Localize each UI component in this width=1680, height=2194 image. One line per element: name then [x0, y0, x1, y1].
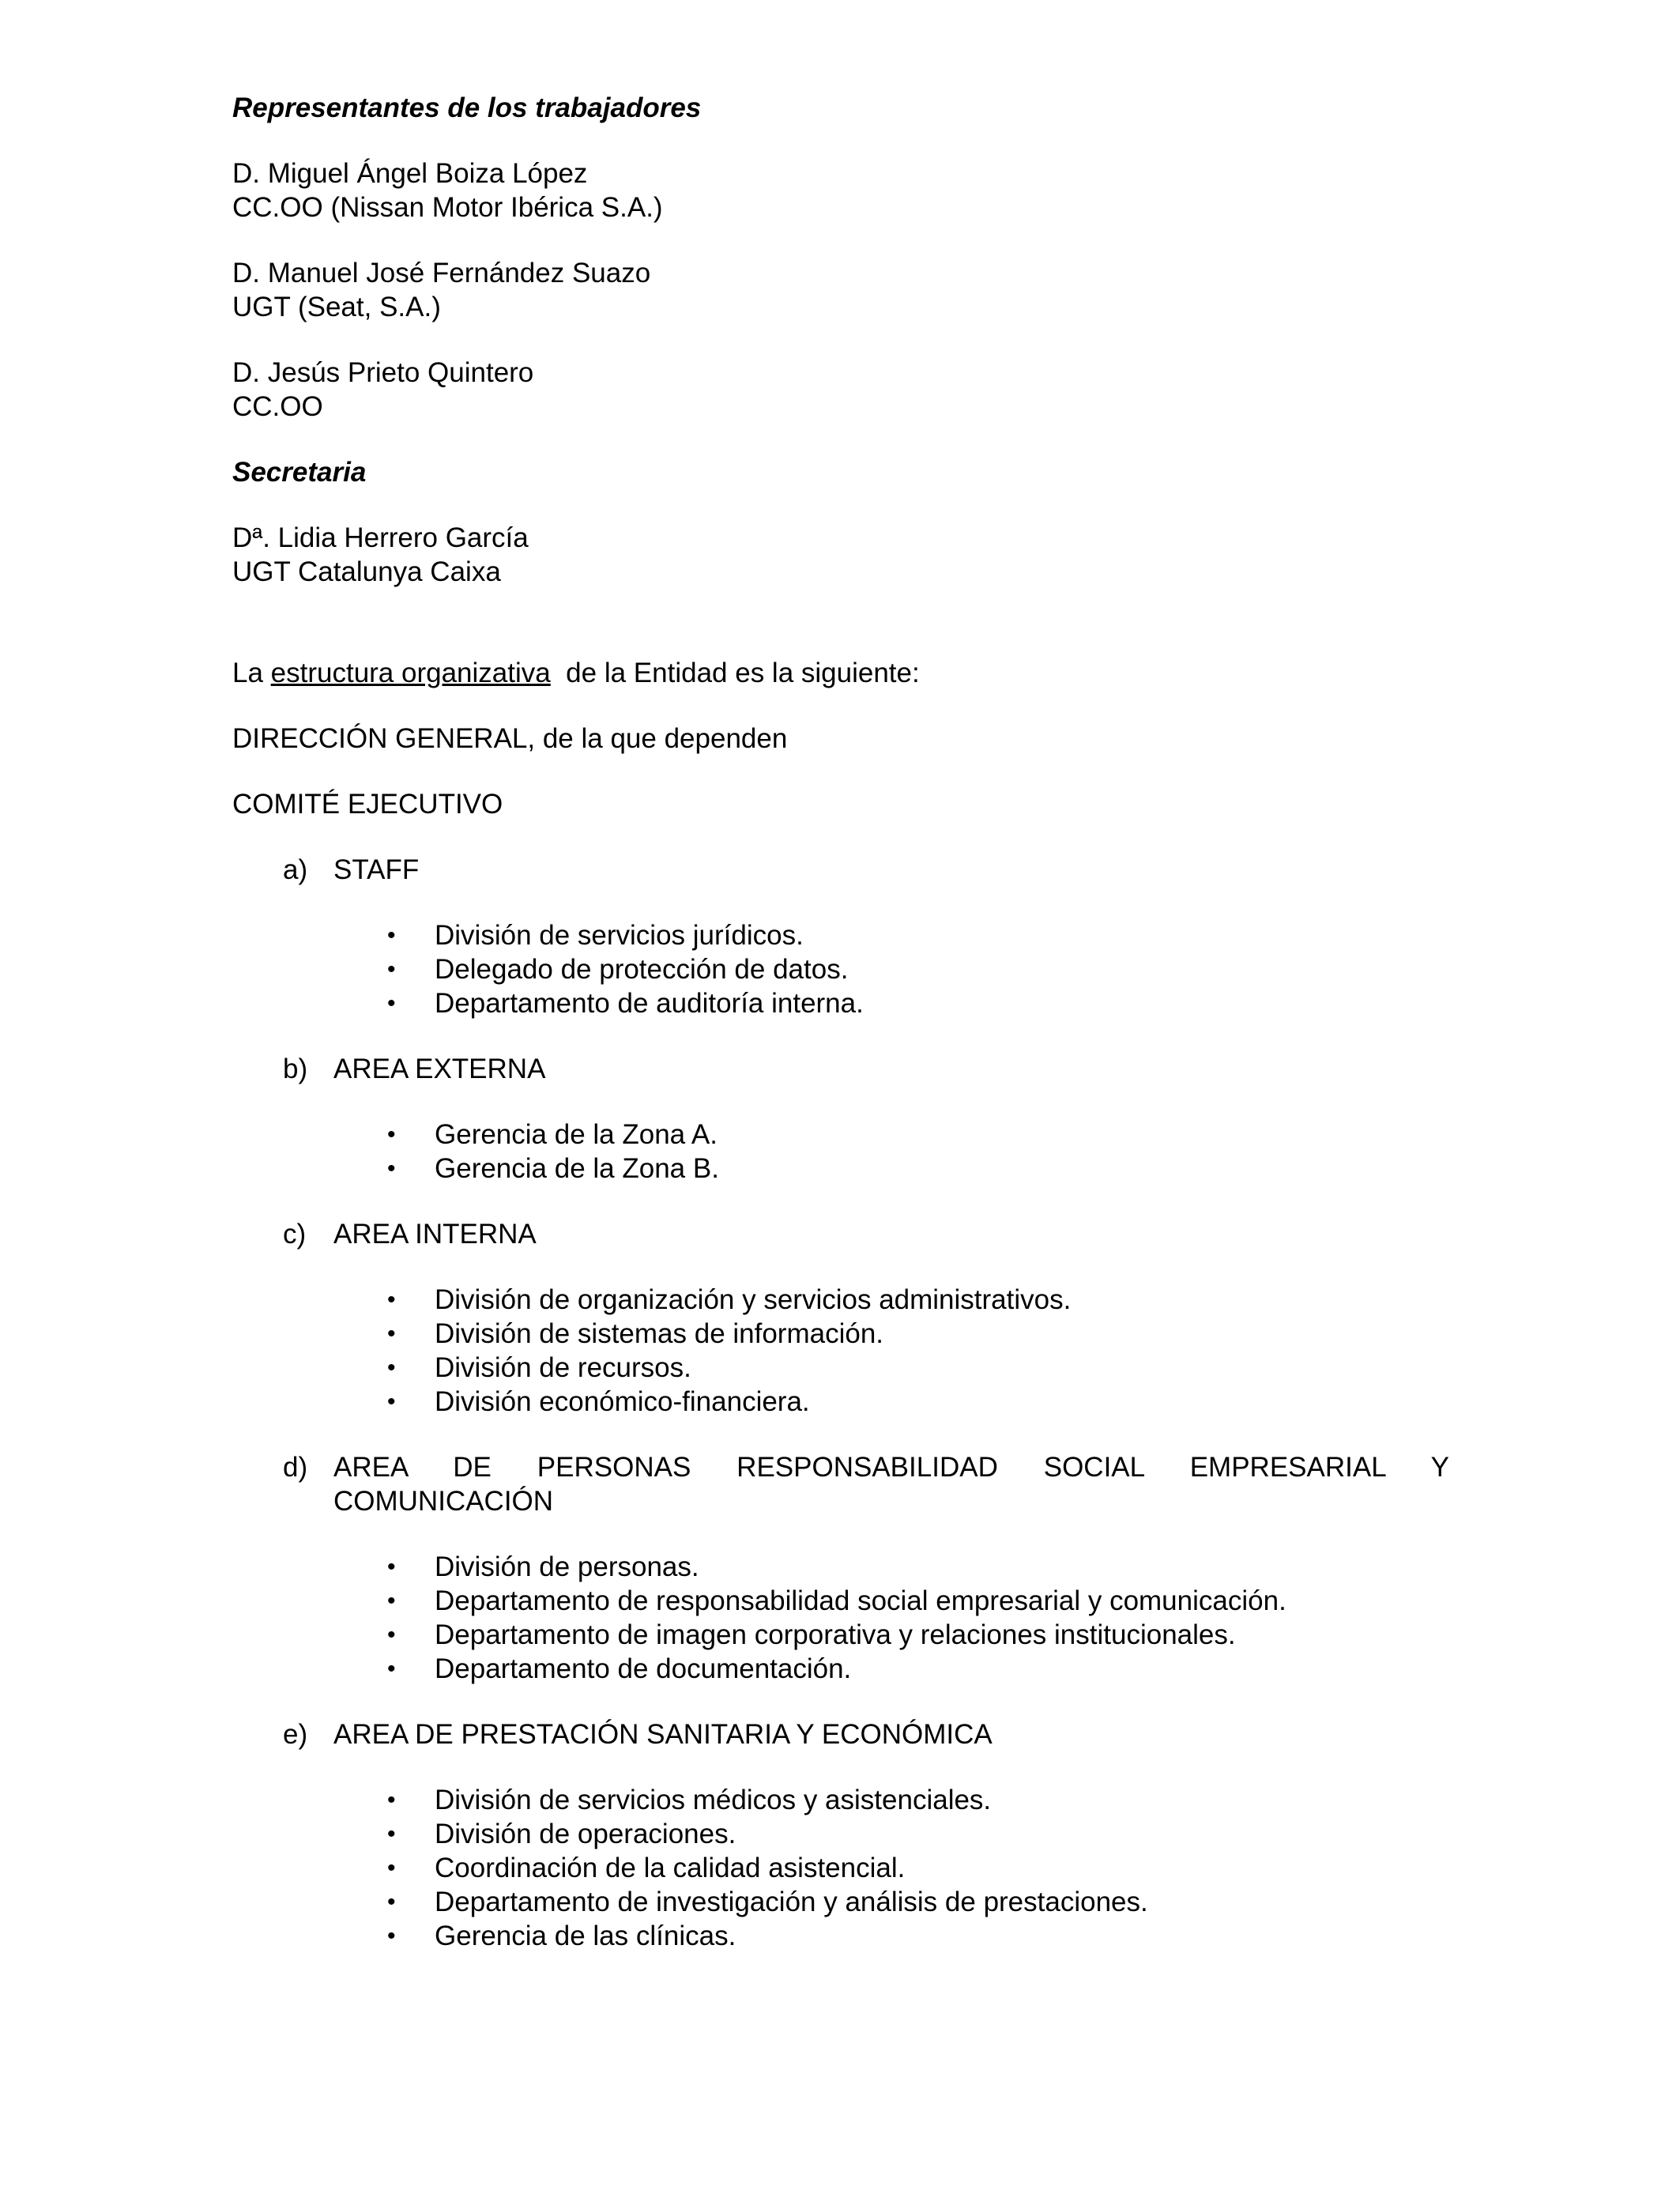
bullet-icon: •	[387, 1287, 396, 1313]
bullet-icon: •	[387, 1122, 396, 1148]
list-item	[232, 918, 1449, 952]
bullet-icon: •	[387, 1355, 396, 1381]
secretary-name: Dª. Lidia Herrero García	[232, 522, 529, 553]
bullet-icon: •	[387, 990, 396, 1016]
worker-rep-name: D. Manuel José Fernández Suazo	[232, 258, 651, 288]
bullet-icon: •	[387, 1321, 396, 1347]
list-item-text: División de personas.	[435, 1551, 699, 1582]
list-item	[232, 1317, 1449, 1351]
list-item	[232, 1817, 1449, 1851]
secretary-heading: Secretaria	[232, 457, 367, 488]
area-item	[232, 1450, 1449, 1686]
bullet-icon: •	[387, 1656, 396, 1682]
area-letter: b)	[283, 1054, 308, 1084]
area-sublist	[232, 918, 1449, 1020]
list-item-text: División de servicios médicos y asistenciales.	[435, 1785, 992, 1815]
worker-rep-name: D. Miguel Ángel Boiza López	[232, 158, 588, 189]
list-item-text: Gerencia de las clínicas.	[435, 1921, 736, 1951]
list-item-text: Departamento de imagen corporativa y relaciones institucionales.	[435, 1619, 1236, 1650]
structure-intro-pre: La	[232, 658, 271, 688]
secretary-entry	[232, 521, 1449, 589]
bullet-icon: •	[387, 1554, 396, 1580]
list-item	[232, 1584, 1449, 1618]
list-item-text: Coordinación de la calidad asistencial.	[435, 1853, 906, 1883]
bullet-icon: •	[387, 1622, 396, 1648]
area-sublist	[232, 1118, 1449, 1186]
area-title	[232, 1052, 1449, 1086]
list-item-text: Departamento de responsabilidad social empresarial y comunicación.	[435, 1585, 1286, 1616]
structure-intro-post: de la Entidad es la siguiente:	[550, 658, 920, 688]
area-title	[232, 1450, 1449, 1518]
workers-heading: Representantes de los trabajadores	[232, 92, 702, 123]
area-title-line: AREA DE PRESTACIÓN SANITARIA Y ECONÓMICA	[333, 1719, 993, 1750]
area-sublist	[232, 1783, 1449, 1953]
list-item	[232, 1152, 1449, 1186]
area-item	[232, 1217, 1449, 1419]
area-letter: c)	[283, 1219, 307, 1250]
area-title-text	[333, 1717, 1449, 1751]
area-sublist	[232, 1550, 1449, 1686]
list-item-text: Gerencia de la Zona A.	[435, 1119, 718, 1150]
list-item	[232, 1919, 1449, 1953]
list-item-text: División de operaciones.	[435, 1819, 736, 1849]
area-title-line: STAFF	[333, 854, 420, 885]
bullet-icon: •	[387, 1787, 396, 1813]
structure-intro-underlined: estructura organizativa	[270, 658, 551, 688]
list-item	[232, 1618, 1449, 1652]
secretary-org: UGT Catalunya Caixa	[232, 556, 501, 587]
area-title	[232, 1217, 1449, 1251]
area-title	[232, 853, 1449, 887]
worker-rep-org: CC.OO (Nissan Motor Ibérica S.A.)	[232, 192, 663, 223]
area-letter: d)	[283, 1452, 308, 1483]
worker-rep-org: UGT (Seat, S.A.)	[232, 292, 441, 322]
area-letter: a)	[283, 854, 308, 885]
worker-rep-org: CC.OO	[232, 391, 323, 422]
bullet-icon: •	[387, 1588, 396, 1614]
list-item-text: Delegado de protección de datos.	[435, 954, 849, 985]
list-item-text: División económico-financiera.	[435, 1386, 810, 1417]
worker-rep-2	[232, 256, 1449, 324]
worker-rep-3	[232, 356, 1449, 424]
document-page	[232, 91, 1449, 1985]
area-title	[232, 1717, 1449, 1751]
area-letter: e)	[283, 1719, 308, 1750]
area-item	[232, 1717, 1449, 1953]
bullet-icon: •	[387, 1855, 396, 1881]
area-title-text	[333, 1052, 1449, 1086]
list-item-text: División de sistemas de información.	[435, 1318, 884, 1349]
list-item	[232, 1118, 1449, 1152]
bullet-icon: •	[387, 1923, 396, 1949]
area-title-text	[333, 1450, 1449, 1518]
list-item	[232, 1283, 1449, 1317]
list-item	[232, 1783, 1449, 1817]
bullet-icon: •	[387, 922, 396, 948]
area-title-text	[333, 853, 1449, 887]
list-item	[232, 1885, 1449, 1919]
list-item-text: División de servicios jurídicos.	[435, 920, 804, 951]
area-item	[232, 853, 1449, 1020]
list-item	[232, 1550, 1449, 1584]
list-item	[232, 1652, 1449, 1686]
worker-rep-1	[232, 156, 1449, 224]
comite-ejecutivo: COMITÉ EJECUTIVO	[232, 789, 503, 820]
area-sublist	[232, 1283, 1449, 1419]
list-item	[232, 952, 1449, 986]
list-item-text: División de organización y servicios administrativos.	[435, 1284, 1072, 1315]
area-title-line: COMUNICACIÓN	[333, 1486, 554, 1517]
list-item-text: Departamento de documentación.	[435, 1653, 852, 1684]
bullet-icon: •	[387, 1389, 396, 1415]
list-item-text: Departamento de investigación y análisis de prestaciones.	[435, 1887, 1148, 1917]
direccion-general: DIRECCIÓN GENERAL, de la que dependen	[232, 723, 788, 754]
list-item-text: División de recursos.	[435, 1352, 691, 1383]
area-title-text	[333, 1217, 1449, 1251]
area-title-line: AREA EXTERNA	[333, 1054, 546, 1084]
bullet-icon: •	[387, 1155, 396, 1182]
list-item-text: Gerencia de la Zona B.	[435, 1153, 719, 1184]
area-title-line: AREA INTERNA	[333, 1219, 537, 1250]
area-item	[232, 1052, 1449, 1186]
list-item	[232, 1385, 1449, 1419]
list-item	[232, 1851, 1449, 1885]
structure-intro	[232, 656, 1449, 690]
bullet-icon: •	[387, 1821, 396, 1847]
list-item	[232, 1351, 1449, 1385]
area-title-line: AREA DE PERSONAS RESPONSABILIDAD SOCIAL EMPRESARIAL Y	[333, 1452, 1449, 1483]
worker-rep-name: D. Jesús Prieto Quintero	[232, 357, 534, 388]
list-item	[232, 986, 1449, 1020]
bullet-icon: •	[387, 1889, 396, 1915]
list-item-text: Departamento de auditoría interna.	[435, 988, 864, 1019]
areas-list	[232, 853, 1449, 1953]
bullet-icon: •	[387, 956, 396, 982]
